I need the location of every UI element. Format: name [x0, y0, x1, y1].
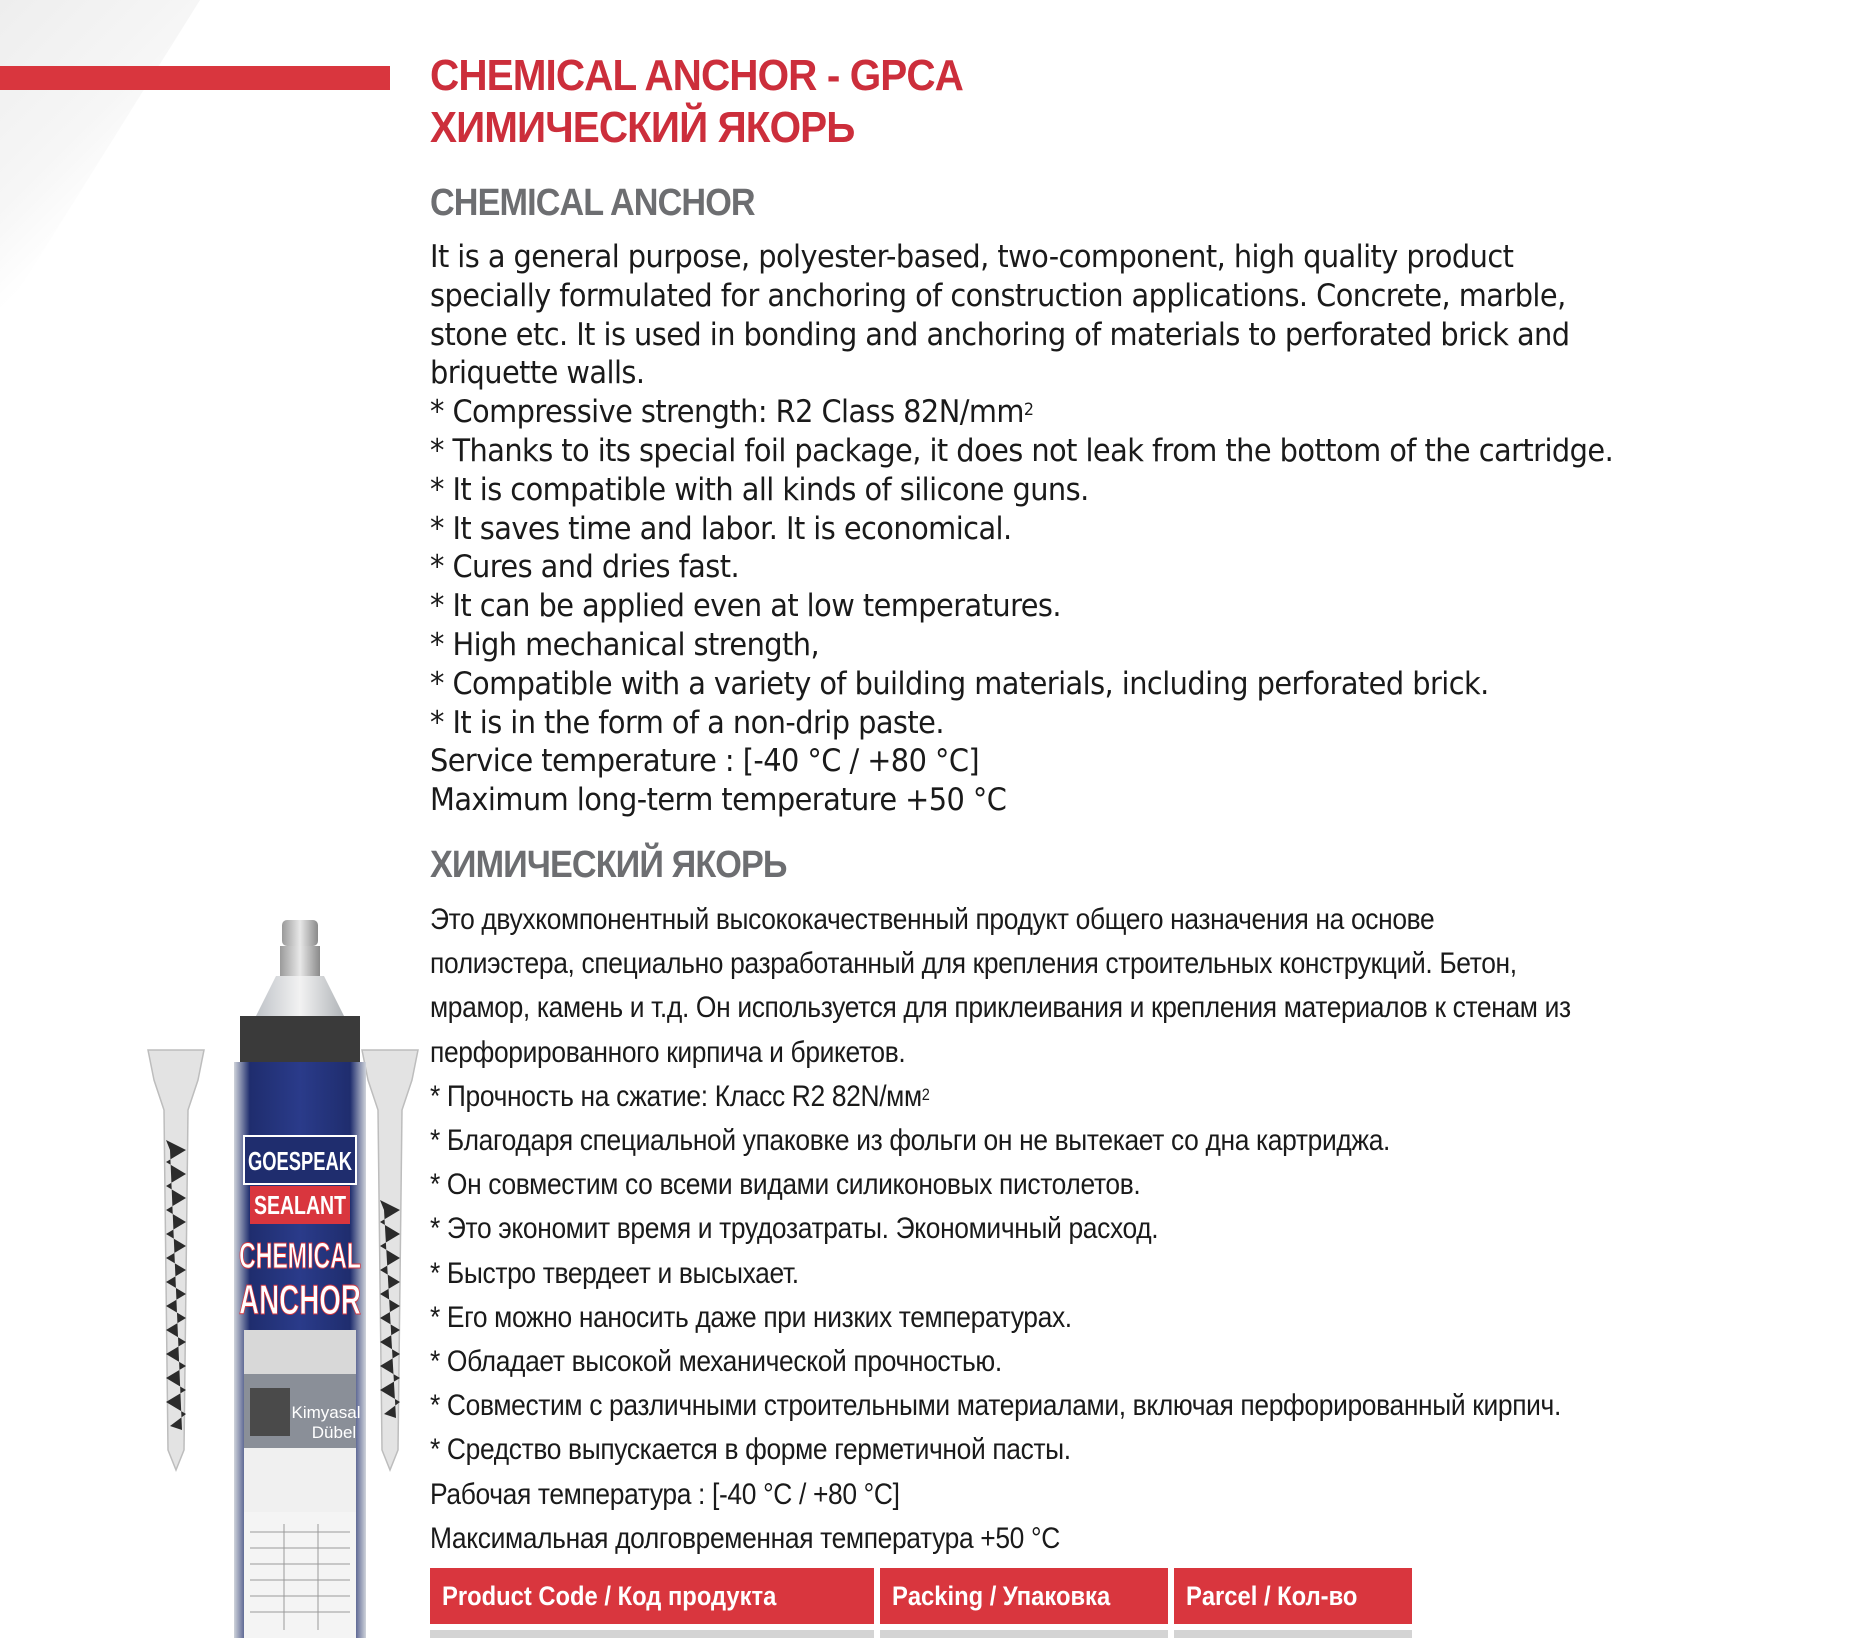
- bullet-item: * Средство выпускается в форме герметичной пасты.: [430, 1433, 1071, 1467]
- table-header-product-code: Product Code / Код продукта: [430, 1568, 874, 1624]
- intro-line: specially formulated for anchoring of construction applications. Concrete, marble,: [430, 277, 1566, 314]
- mixer-nozzle-left: [148, 1050, 204, 1470]
- table-header-parcel: Parcel / Кол-во: [1174, 1568, 1412, 1624]
- label-tag-1: Kimyasal: [291, 1403, 361, 1422]
- bullet-item: * High mechanical strength,: [430, 626, 820, 663]
- table-header-packing: Packing / Упаковка: [880, 1568, 1168, 1624]
- section-heading-ru: ХИМИЧЕСКИЙ ЯКОРЬ: [430, 843, 787, 886]
- bullet-item: * Cures and dries fast.: [430, 549, 740, 586]
- bullet-compressive-strength: [430, 393, 1760, 432]
- bullet-text: * Compressive strength: R2 Class 82N/mm: [430, 394, 1024, 431]
- intro-line: stone etc. It is used in bonding and anchoring of materials to perforated brick and: [430, 316, 1570, 353]
- bullet-text: * Прочность на сжатие: Класс R2 82N/мм: [430, 1079, 922, 1113]
- bullet-item: * It saves time and labor. It is economical.: [430, 510, 1012, 547]
- bullet-item: * Это экономит время и трудозатраты. Экономичный расход.: [430, 1212, 1159, 1246]
- label-tag-2: Dübel: [311, 1423, 357, 1442]
- intro-line: Это двухкомпонентный высококачественный продукт общего назначения на основе: [430, 902, 1435, 936]
- table-cell: [430, 1630, 874, 1638]
- label-sub: SEALANT: [254, 1190, 347, 1220]
- label-name-2: ANCHOR: [239, 1276, 361, 1323]
- max-temperature: Maximum long-term temperature +50 °C: [430, 782, 1007, 819]
- bullet-item: * It is compatible with all kinds of silicone guns.: [430, 471, 1089, 508]
- intro-line: полиэстера, специально разработанный для крепления строительных конструкций. Бетон,: [430, 947, 1517, 981]
- page-title-ru: ХИМИЧЕСКИЙ ЯКОРЬ: [430, 103, 855, 152]
- intro-line: It is a general purpose, polyester-based, two-component, high quality product: [430, 239, 1514, 275]
- service-temperature: Рабочая температура : [-40 °C / +80 °C]: [430, 1477, 900, 1511]
- superscript: 2: [1023, 400, 1034, 421]
- intro-line: перфорированного кирпича и брикетов.: [430, 1035, 906, 1069]
- product-table: [430, 1568, 1412, 1638]
- bullet-compressive-strength: [430, 1075, 1803, 1119]
- bullet-item: * Совместим с различными строительными материалами, включая перфорированный кирпич.: [430, 1389, 1561, 1423]
- intro-line: мрамор, камень и т.д. Он используется для приклеивания и крепления материалов к стенам из: [430, 991, 1571, 1025]
- intro-line: briquette walls.: [430, 355, 645, 392]
- description-ru: [430, 898, 1803, 1561]
- service-temperature: Service temperature : [-40 °C / +80 °C]: [430, 743, 980, 780]
- product-image: [140, 920, 440, 1638]
- description-en: [430, 238, 1760, 820]
- page-title-en: CHEMICAL ANCHOR - GPCA: [430, 51, 963, 100]
- bullet-item: * Его можно наносить даже при низких температурах.: [430, 1300, 1072, 1334]
- table-cell: [1174, 1630, 1412, 1638]
- accent-bar: [0, 66, 390, 90]
- label-brand: GOESPEAK: [248, 1146, 353, 1176]
- bullet-item: * Compatible with a variety of building materials, including perforated brick.: [430, 665, 1489, 702]
- corner-decoration: [0, 0, 200, 320]
- bullet-item: * Быстро твердеет и высыхает.: [430, 1256, 799, 1290]
- label-name-1: CHEMICAL: [239, 1235, 361, 1276]
- main-content: [430, 50, 1760, 1561]
- section-heading-en: CHEMICAL ANCHOR: [430, 182, 755, 224]
- cartridge: [218, 920, 382, 1638]
- max-temperature: Максимальная долговременная температура +50 °C: [430, 1521, 1060, 1555]
- bullet-item: * It is in the form of a non-drip paste.: [430, 704, 944, 741]
- bullet-item: * It can be applied even at low temperatures.: [430, 588, 1061, 625]
- superscript: 2: [921, 1085, 930, 1104]
- bullet-item: * Обладает высокой механической прочностью.: [430, 1344, 1002, 1378]
- table-cell: [880, 1630, 1168, 1638]
- bullet-item: * Благодаря специальной упаковке из фольги он не вытекает со дна картриджа.: [430, 1123, 1391, 1157]
- bullet-item: * Он совместим со всеми видами силиконовых пистолетов.: [430, 1168, 1141, 1202]
- bullet-item: * Thanks to its special foil package, it does not leak from the bottom of the cartridge.: [430, 432, 1614, 469]
